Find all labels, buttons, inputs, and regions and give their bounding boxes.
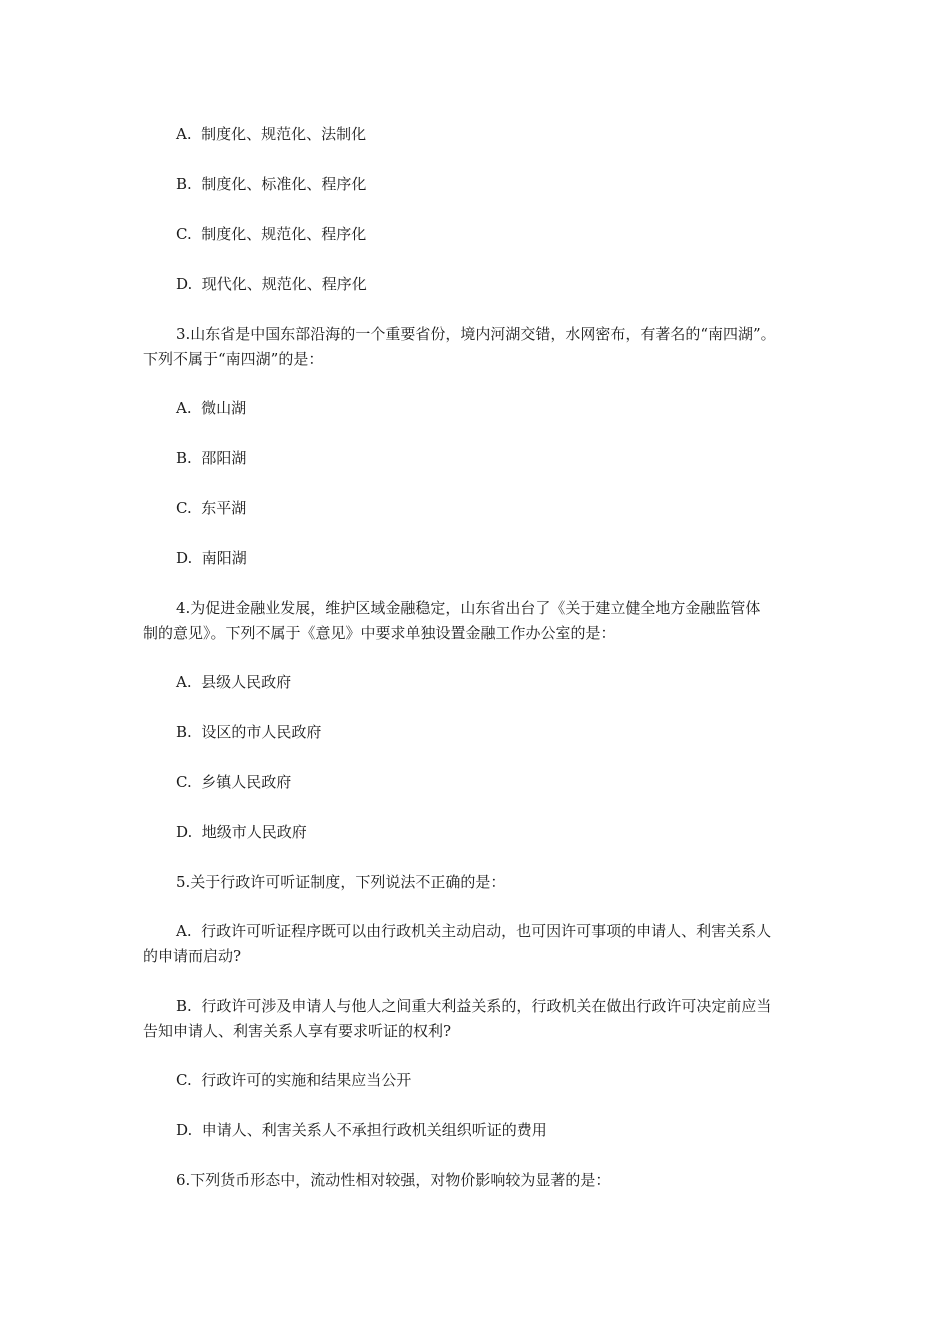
q5-option-a-line2: 的申请而启动? [143, 947, 242, 965]
q5-option-c: C. 行政许可的实施和结果应当公开 [176, 1071, 412, 1089]
q5-option-b-line2: 告知申请人、利害关系人享有要求听证的权利? [143, 1022, 452, 1040]
q2-option-c: C. 制度化、规范化、程序化 [176, 225, 367, 243]
q5-stem: 5.关于行政许可听证制度，下列说法不正确的是： [176, 873, 506, 891]
q3-stem-line1: 3.山东省是中国东部沿海的一个重要省份，境内河湖交错，水网密布，有著名的“南四湖”。 [176, 325, 776, 343]
q5-option-a-line1: A. 行政许可听证程序既可以由行政机关主动启动，也可因许可事项的申请人、利害关系人 [176, 922, 772, 940]
q3-option-b: B. 邵阳湖 [176, 449, 247, 467]
q4-stem-line2: 制的意见》。下列不属于《意见》中要求单独设置金融工作办公室的是： [143, 624, 616, 642]
q2-option-b: B. 制度化、标准化、程序化 [176, 175, 367, 193]
q6-stem: 6.下列货币形态中，流动性相对较强，对物价影响较为显著的是： [176, 1171, 611, 1189]
q5-option-d: D. 申请人、利害关系人不承担行政机关组织听证的费用 [176, 1121, 547, 1139]
q4-option-c: C. 乡镇人民政府 [176, 773, 292, 791]
q4-option-d: D. 地级市人民政府 [176, 823, 307, 841]
q2-option-a: A. 制度化、规范化、法制化 [176, 125, 367, 143]
q4-stem-line1: 4.为促进金融业发展，维护区域金融稳定，山东省出台了《关于建立健全地方金融监管体 [176, 599, 761, 617]
q3-option-a: A. 微山湖 [176, 399, 247, 417]
q3-stem-line2: 下列不属于“南四湖”的是： [143, 350, 324, 368]
q4-option-a: A. 县级人民政府 [176, 673, 292, 691]
q2-option-d: D. 现代化、规范化、程序化 [176, 275, 367, 293]
q3-option-c: C. 东平湖 [176, 499, 247, 517]
q3-option-d: D. 南阳湖 [176, 549, 247, 567]
q4-option-b: B. 设区的市人民政府 [176, 723, 322, 741]
q5-option-b-line1: B. 行政许可涉及申请人与他人之间重大利益关系的，行政机关在做出行政许可决定前应当 [176, 997, 772, 1015]
